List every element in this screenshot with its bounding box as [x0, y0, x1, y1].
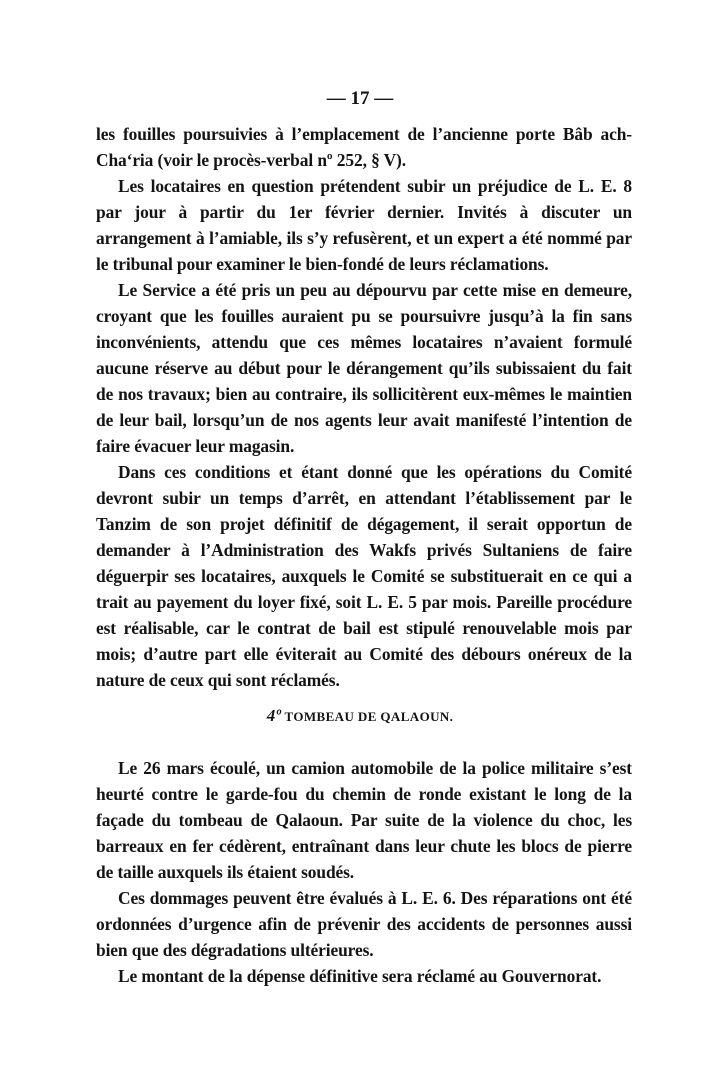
page-number-header: — 17 —: [326, 88, 394, 109]
paragraph: Ces dommages peuvent être évalués à L. E. 6. Des réparations ont été ordonnées d’urgence afin de prévenir des accidents de personnes aussi bien que des dégradations ultérieures.: [96, 888, 632, 960]
paragraph: Le 26 mars écoulé, un camion automobile de la police militaire s’est heurté contre le garde-fou du chemin de ronde existant le long de la façade du tombeau de Qalaoun. Par suite de la violence du choc, les barreaux en fer cédèrent, entraînant dans leur chute les blocs de pierre de taille auxquels ils étaient soudés.: [96, 758, 632, 882]
paragraph: Le montant de la dépense définitive sera réclamé au Gouvernorat.: [118, 966, 602, 986]
paragraph: Dans ces conditions et étant donné que les opérations du Comité devront subir un temps d’arrêt, en attendant l’établissement par le Tanzim de son projet définitif de dégagement, il serait opportun de demander à l’Administration des Wakfs privés Sultaniens de faire déguerpir ses locataires, auxquels le Comité se substituerait en ce qui a trait au payement du loyer fixé, soit L. E. 5 par mois. Pareille procédure est réalisable, car le contrat de bail est stipulé renouvelable mois par mois; d’autre part elle éviterait au Comité des débours onéreux de la nature de ceux qui sont réclamés.: [96, 462, 632, 690]
section-heading: [0, 706, 720, 726]
body-text-lower: [96, 755, 632, 989]
paragraph: Le Service a été pris un peu au dépourvu par cette mise en demeure, croyant que les fouilles auraient pu se poursuivre jusqu’à la fin sans inconvénients, attendu que ces mêmes locataires n’avaient formulé aucune réserve au début pour le dérangement qu’ils subissaient du fait de nos travaux; bien au contraire, ils sollicitèrent eux-mêmes le maintien de leur bail, lorsqu’un de nos agents leur avait manifesté l’intention de faire évacuer leur magasin.: [96, 280, 632, 456]
paragraph: Les locataires en question prétendent subir un préjudice de L. E. 8 par jour à partir du 1er février dernier. Invités à discuter un arrangement à l’amiable, ils s’y refusèrent, et un expert a été nommé par le tribunal pour examiner le bien-fondé de leurs réclamations.: [96, 176, 632, 274]
section-number: 4º: [266, 706, 282, 725]
body-text-upper: [96, 121, 632, 693]
paragraph: les fouilles poursuivies à l’emplacement de l’ancienne porte Bâb ach-Cha‘ria (voir le procès-verbal nº 252, § V).: [96, 124, 632, 170]
section-title: TOMBEAU DE QALAOUN.: [284, 709, 454, 724]
